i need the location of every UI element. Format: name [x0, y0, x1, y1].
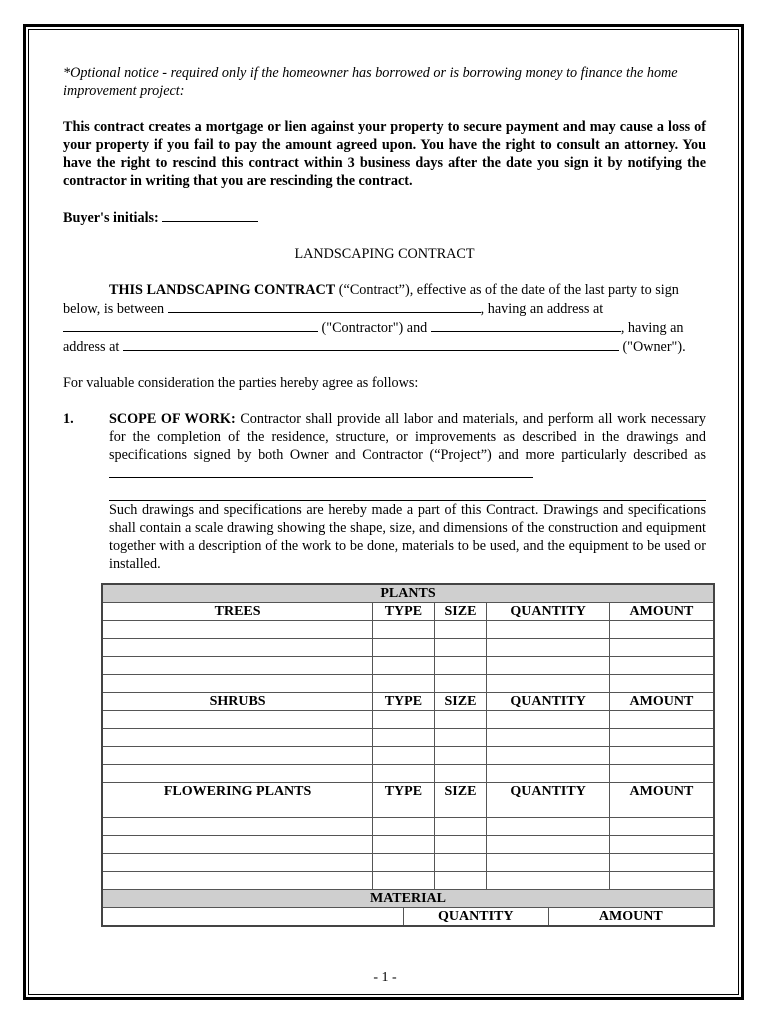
section-number: 1. — [63, 411, 74, 427]
consideration-text: For valuable consideration the parties hereby agree as follows: — [63, 375, 419, 391]
contractor-name-field[interactable] — [168, 299, 481, 313]
contractor-address-field[interactable] — [63, 318, 318, 332]
scope-heading: SCOPE OF WORK: — [109, 411, 236, 427]
project-description-field[interactable] — [109, 464, 533, 478]
section-scope-of-work — [63, 410, 706, 573]
buyer-initials-label: Buyer's initials: — [63, 210, 159, 226]
owner-name-field[interactable] — [431, 318, 621, 332]
buyer-initials-field[interactable] — [162, 208, 258, 222]
material-header: MATERIAL — [102, 890, 714, 908]
optional-notice: *Optional notice - required only if the homeowner has borrowed or is borrowing money to finance the home improvement project: — [63, 65, 678, 99]
table-row — [102, 729, 714, 747]
lien-warning: This contract creates a mortgage or lien against your property to secure payment and may cause a loss of your property if you fail to pay the amount agreed upon. You have the right to consult an attorney. You have the right to rescind this contract within 3 business days after the date you sign it by notifying the contractor in writing that you are rescinding the contract. — [63, 119, 706, 189]
table-row — [102, 836, 714, 854]
table-row — [102, 621, 714, 639]
table-row — [102, 818, 714, 836]
page-number: - 1 - — [373, 970, 397, 985]
document-page — [63, 64, 706, 573]
project-description-line-2[interactable] — [109, 483, 706, 501]
plants-header: PLANTS — [102, 584, 714, 603]
owner-address-field[interactable] — [123, 337, 619, 351]
buyer-initials-row — [63, 208, 706, 227]
table-row — [102, 657, 714, 675]
intro-lead: THIS LANDSCAPING CONTRACT — [109, 282, 336, 298]
table-row — [102, 854, 714, 872]
plants-table — [101, 583, 715, 927]
material-header-row: QUANTITY AMOUNT — [102, 908, 714, 927]
table-row — [102, 872, 714, 890]
table-row — [102, 765, 714, 783]
scope-text: SCOPE OF WORK: Contractor shall provide all labor and materials, and perform all work necessary for the completion of the residence, structure, or improvements as described in the drawings and specifications signed by both Owner and Contractor (“Project”) and more particularly described as — [109, 410, 706, 483]
table-row — [102, 747, 714, 765]
trees-header-row: TREES TYPE SIZE QUANTITY AMOUNT — [102, 603, 714, 621]
scope-text-2: Such drawings and specifications are hereby made a part of this Contract. Drawings and specifications shall contain a scale drawing showing the shape, size, and dimensions of the construction and equipment together with a description of the work to be done, materials to be used, and the equipment to be used or installed. — [109, 502, 706, 572]
shrubs-header-row: SHRUBS TYPE SIZE QUANTITY AMOUNT — [102, 693, 714, 711]
table-row — [102, 675, 714, 693]
flowering-header-row: FLOWERING PLANTS TYPE SIZE QUANTITY AMOUNT — [102, 783, 714, 818]
intro-paragraph: THIS LANDSCAPING CONTRACT (“Contract”), effective as of the date of the last party to sign below, is between , having an address at ("Contractor") and , having an address at ("Owner"). — [63, 282, 686, 355]
table-row — [102, 639, 714, 657]
contract-title: LANDSCAPING CONTRACT — [294, 246, 475, 262]
table-row — [102, 711, 714, 729]
